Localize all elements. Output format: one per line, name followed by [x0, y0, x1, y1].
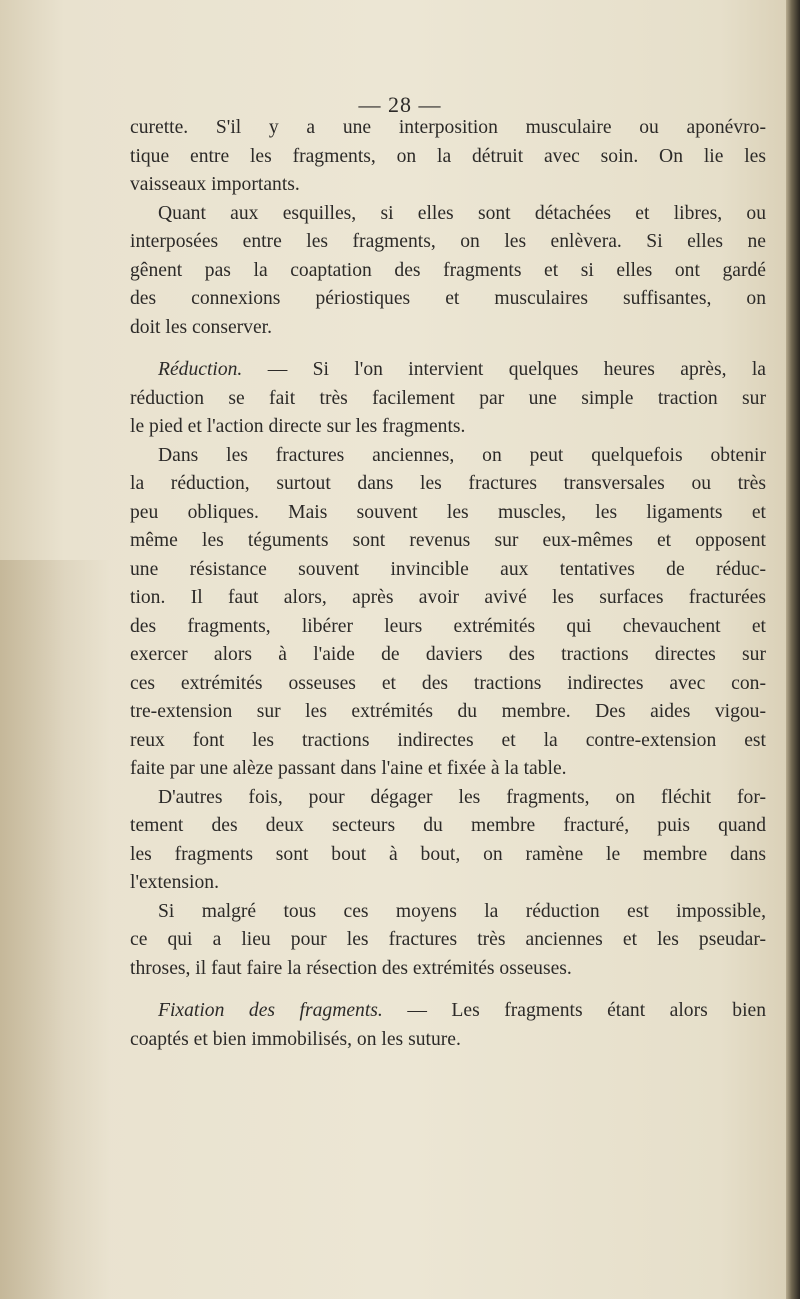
text-line: tre-extension sur les extrémités du membre. Des aides vigou- — [130, 701, 766, 722]
text-line: les fragments sont bout à bout, on ramène le membre dans — [130, 843, 766, 865]
text-line: curette. S'il y a une interposition musculaire ou aponévro- — [130, 117, 766, 138]
section-heading-reduction: Réduction. — [158, 359, 243, 380]
page-edge-shadow — [786, 0, 800, 1299]
text-line: Dans les fractures anciennes, on peut quelquefois obtenir — [158, 444, 766, 466]
page-number: — 28 — — [358, 92, 442, 117]
text-line: Si malgré tous ces moyens la réduction est impossible, — [158, 900, 766, 922]
text-line: tement des deux secteurs du membre fracturé, puis quand — [130, 815, 766, 836]
text-line: des fragments, libérer leurs extrémités qui chevauchent et — [130, 615, 766, 637]
section-heading-fixation: Fixation des fragments. — [158, 1000, 383, 1021]
text-line: Fixation des fragments. — Les fragments étant alors bien — [158, 1000, 767, 1021]
text-line: même les téguments sont revenus sur eux-mêmes et opposent — [130, 530, 766, 551]
text-line: tique entre les fragments, on la détruit avec soin. On lie les — [130, 145, 766, 167]
text-line: tion. Il faut alors, après avoir avivé les surfaces fracturées — [130, 587, 766, 608]
text-line: la réduction, surtout dans les fractures transversales ou très — [130, 473, 766, 494]
text-line: interposées entre les fragments, on les enlèvera. Si elles ne — [130, 231, 766, 252]
text-line: faite par une alèze passant dans l'aine et fixée à la table. — [130, 758, 567, 779]
text-line: ces extrémités osseuses et des tractions indirectes avec con- — [130, 672, 766, 694]
text-line: ce qui a lieu pour les fractures très anciennes et les pseudar- — [130, 929, 766, 950]
text-line: le pied et l'action directe sur les fragments. — [130, 416, 466, 437]
text-line: réduction se fait très facilement par une simple traction sur — [130, 387, 766, 409]
text-line: exercer alors à l'aide de daviers des tractions directes sur — [130, 644, 766, 665]
text-line: reux font les tractions indirectes et la contre-extension est — [130, 729, 766, 751]
body-text — [130, 114, 766, 1054]
page-stain — [0, 560, 110, 1299]
text-line: throses, il faut faire la résection des extrémités osseuses. — [130, 957, 572, 979]
text-line: peu obliques. Mais souvent les muscles, les ligaments et — [130, 501, 766, 523]
text-line: doit les conserver. — [130, 316, 273, 338]
text-line: coaptés et bien immobilisés, on les suture. — [130, 1028, 461, 1050]
text-line: des connexions périostiques et musculaires suffisantes, on — [130, 288, 766, 309]
text-line: Réduction. — Si l'on intervient quelques heures après, la — [158, 359, 766, 380]
text-line: vaisseaux importants. — [130, 174, 300, 195]
text-line: Quant aux esquilles, si elles sont détachées et libres, ou — [158, 202, 766, 224]
text-line: une résistance souvent invincible aux tentatives de réduc- — [130, 558, 766, 580]
text-line: gênent pas la coaptation des fragments et si elles ont gardé — [130, 259, 766, 281]
text-line: D'autres fois, pour dégager les fragments, on fléchit for- — [158, 786, 766, 808]
text-line: l'extension. — [130, 872, 219, 893]
